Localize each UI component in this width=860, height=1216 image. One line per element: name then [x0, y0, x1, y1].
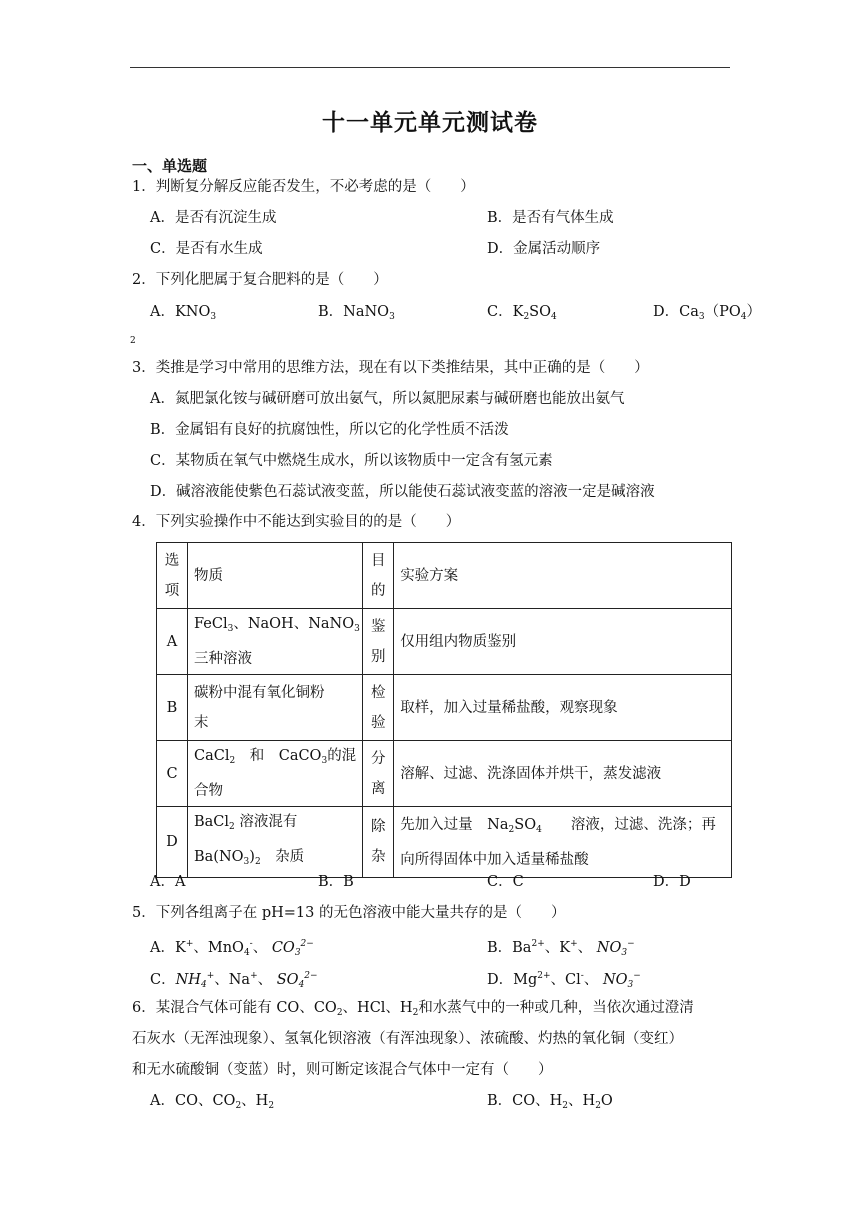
q2-option-b: B．NaNO$_3$ [318, 304, 395, 322]
table-row [157, 675, 732, 741]
header-rule [130, 67, 730, 68]
q4-option-a: A．A [150, 874, 186, 890]
question-4-stem: 4．下列实验操作中不能达到实验目的的是（ ） [132, 514, 461, 530]
q4-option-d: D．D [653, 874, 691, 890]
row-purpose: 检 验 [363, 675, 394, 741]
row-substance: CaCl$_2$ 和 CaCO$_3$的混 合物 [188, 741, 363, 807]
row-plan: 溶解、过滤、洗涤固体并烘干，蒸发滤液 [394, 741, 732, 807]
row-substance: FeCl$_3$、NaOH、NaNO$_3$ 三种溶液 [188, 609, 363, 675]
row-purpose: 除 杂 [363, 807, 394, 878]
q1-option-c: C．是否有水生成 [150, 241, 263, 257]
row-plan: 先加入过量 $Na_2SO_4$ 溶液，过滤、洗涤；再 向所得固体中加入适量稀盐酸 [394, 807, 732, 878]
experiment-table [156, 542, 732, 878]
row-option: A [157, 609, 188, 675]
q2-option-d: D．$Ca_3(PO_4)$ [653, 304, 761, 322]
q1-option-d: D．金属活动顺序 [487, 241, 601, 257]
row-plan: 取样，加入过量稀盐酸，观察现象 [394, 675, 732, 741]
question-1-stem: 1．判断复分解反应能否发生，不必考虑的是（ ） [132, 179, 475, 195]
q2-option-c: C．$K_2SO_4$ [487, 304, 557, 322]
header-purpose: 目 的 [363, 543, 394, 609]
row-purpose: 鉴 别 [363, 609, 394, 675]
q4-option-b: B．B [318, 874, 354, 890]
table-row [157, 741, 732, 807]
header-plan: 实验方案 [394, 543, 732, 609]
question-2-stem: 2．下列化肥属于复合肥料的是（ ） [132, 272, 388, 288]
q6-option-a: A．CO、$CO_2$、$H_2$ [150, 1093, 275, 1111]
page-title: 十一单元单元测试卷 [322, 110, 538, 136]
row-option: D [157, 807, 188, 878]
row-substance: 碳粉中混有氧化铜粉 末 [188, 675, 363, 741]
q5-option-d: D．$Mg^{2+}$、Cl-、 $NO_3^-$ [487, 971, 641, 990]
row-purpose: 分 离 [363, 741, 394, 807]
row-substance: BaCl$_2$ 溶液混有 $Ba(NO_3)_2$ 杂质 [188, 807, 363, 878]
question-5-stem: 5．下列各组离子在 pH=13 的无色溶液中能大量共存的是（ ） [132, 905, 566, 921]
q3-option-c: C．某物质在氧气中燃烧生成水，所以该物质中一定含有氢元素 [150, 453, 553, 469]
table-row [157, 609, 732, 675]
q5-option-a: A．K+、MnO$_4$-、 $CO_3^{2-}$ [150, 939, 314, 958]
header-option: 选 项 [157, 543, 188, 609]
q1-option-b: B．是否有气体生成 [487, 210, 614, 226]
q2-option-a: A．$KNO_3$ [150, 304, 217, 322]
table-header-row [157, 543, 732, 609]
row-option: C [157, 741, 188, 807]
q6-option-b: B．CO、$H_2$、$H_2O$ [487, 1093, 613, 1111]
q2-option-d-overflow: 2 [130, 336, 136, 346]
question-6-stem-line3: 和无水硫酸铜（变蓝）时，则可断定该混合气体中一定有（ ） [132, 1062, 553, 1078]
header-substance: 物质 [188, 543, 363, 609]
row-option: B [157, 675, 188, 741]
row-plan: 仅用组内物质鉴别 [394, 609, 732, 675]
q3-option-d: D．碱溶液能使紫色石蕊试液变蓝，所以能使石蕊试液变蓝的溶液一定是碱溶液 [150, 484, 655, 500]
question-3-stem: 3．类推是学习中常用的思维方法，现在有以下类推结果，其中正确的是（ ） [132, 360, 649, 376]
q5-option-b: B．$Ba^{2+}$、K+、 $NO_3^-$ [487, 939, 635, 958]
q3-option-a: A．氮肥氯化铵与碱研磨可放出氨气，所以氮肥尿素与碱研磨也能放出氨气 [150, 391, 625, 407]
question-6-stem-line2: 石灰水（无浑浊现象）、氢氧化钡溶液（有浑浊现象）、浓硫酸、灼热的氧化铜（变红） [132, 1031, 683, 1047]
q3-option-b: B．金属铝有良好的抗腐蚀性，所以它的化学性质不活泼 [150, 422, 509, 438]
q4-option-c: C．C [487, 874, 524, 890]
section-heading: 一、单选题 [132, 157, 208, 175]
q1-option-a: A．是否有沉淀生成 [150, 210, 277, 226]
table-row [157, 807, 732, 878]
question-6-stem-line1: 6．某混合气体可能有 CO、$CO_2$、HCl、$H_2$和水蒸气中的一种或几种，当依次通过澄清 [132, 1000, 694, 1018]
q5-option-c: C．$NH_4^+$、Na+、 $SO_4^{2-}$ [150, 971, 318, 990]
